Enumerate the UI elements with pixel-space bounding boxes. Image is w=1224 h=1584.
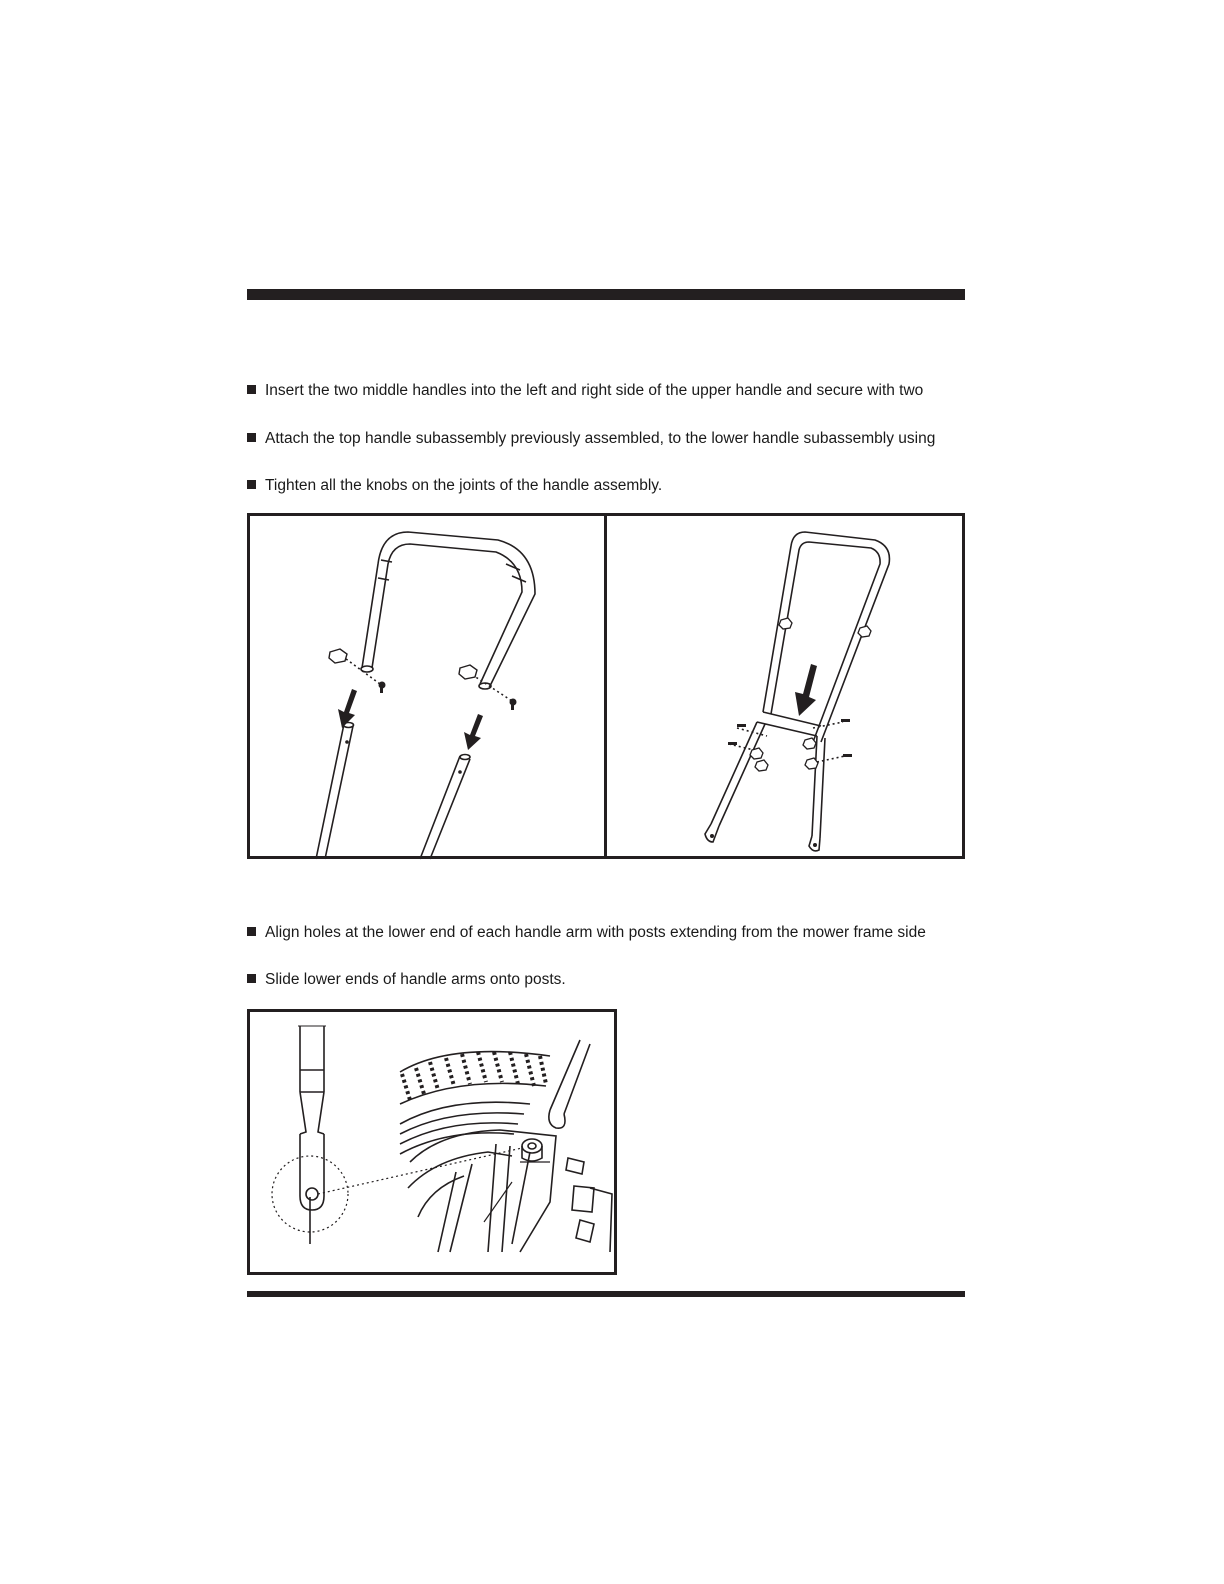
handle-insertion-illustration [250, 516, 610, 862]
handle-subassembly-illustration [607, 516, 968, 862]
instruction-text: Slide lower ends of handle arms onto posts. [265, 971, 566, 988]
square-bullet-icon [247, 480, 256, 489]
instruction-text: Attach the top handle subassembly previously assembled, to the lower handle subassembly using [265, 430, 936, 447]
post-alignment-figure [247, 1009, 617, 1275]
handle-insertion-figure [247, 513, 607, 859]
post-alignment-illustration [250, 1012, 620, 1278]
instruction-text: Align holes at the lower end of each handle arm with posts extending from the mower frame side [265, 924, 926, 941]
instruction-text: Insert the two middle handles into the left and right side of the upper handle and secure with two [265, 382, 924, 399]
instruction-line [247, 923, 926, 943]
square-bullet-icon [247, 433, 256, 442]
header-rule [247, 289, 965, 300]
instruction-line [247, 970, 566, 990]
handle-subassembly-figure [604, 513, 965, 859]
instruction-line [247, 381, 923, 401]
instruction-line [247, 429, 935, 449]
instruction-line [247, 476, 662, 496]
instruction-text: Tighten all the knobs on the joints of the handle assembly. [265, 477, 663, 494]
square-bullet-icon [247, 974, 256, 983]
square-bullet-icon [247, 385, 256, 394]
square-bullet-icon [247, 927, 256, 936]
footer-rule [247, 1291, 965, 1297]
